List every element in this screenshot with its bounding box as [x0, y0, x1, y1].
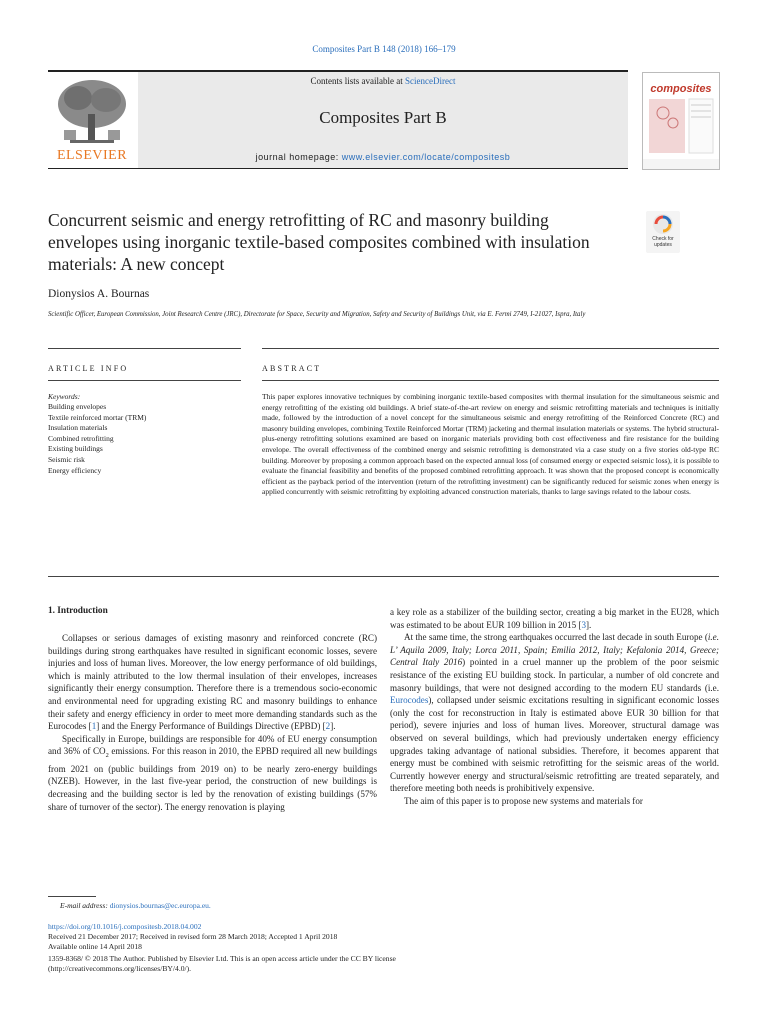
check-label-line2: updates: [654, 242, 672, 248]
intro-paragraph-3: [390, 631, 719, 795]
keyword-item: Energy efficiency: [48, 465, 102, 475]
journal-reference-link[interactable]: Composites Part B 148 (2018) 166–179: [312, 44, 456, 54]
homepage-prefix: journal homepage:: [255, 152, 339, 162]
journal-cover-title: composites: [650, 83, 712, 95]
co2-subscript: 2: [105, 752, 109, 760]
abstract-heading: ABSTRACT: [262, 364, 322, 373]
keywords-label: Keywords:: [48, 392, 81, 401]
body-column-right: [390, 606, 719, 808]
intro-text-segment: ), collapsed under seismic excitations resulting in significant economic losses (only the cost for reconstruction in Italy is estimated above EUR 30 billion for that period), severe injuries and loss of human lives. Moreover, structural damage was observed on several buildings, which had previously undertaken energy efficiency upgrades taking advantage of national subsidies. Therefore, it becomes apparent that energy must be combined with seismic retrofitting for the seismic areas of the world. Currently however energy and structural/seismic retrofitting are treated separately, and therefore meeting both needs is prohibitively expensive.: [390, 695, 719, 794]
abstract-top-rule: [262, 348, 719, 349]
keyword-item: Combined retrofitting: [48, 433, 114, 443]
intro-text-segment: emissions. For this reason in 2010, the EPBD required all new buildings from 2021 on (public buildings from 2019 on) to be nearly zero-energy buildings (NZEB). However, in the last five-year period, the construction of new buildings is decreasing and the building sector is led by the renovation of existing buildings (57% share of turnover of the sector). The energy renovation is playing: [48, 746, 378, 812]
author-name: Dionysios A. Bournas: [48, 288, 150, 300]
earthquake-list-italic: i.e. L’ Aquila 2009, Italy; Lorca 2011, Spain; Emilia 2012, Italy; Kefalonia 2014, Greece; Central Italy 2016: [390, 632, 719, 668]
footnote-email: [60, 901, 211, 910]
body-column-left: [48, 632, 377, 813]
eurocodes-link[interactable]: Eurocodes: [390, 695, 429, 706]
article-info-heading-rule: [48, 380, 241, 381]
reference-link-3[interactable]: 3: [581, 619, 587, 630]
keyword-item: Seismic risk: [48, 454, 85, 464]
contents-prefix: Contents lists available at: [310, 76, 403, 86]
section-heading-introduction: 1. Introduction: [48, 606, 108, 616]
article-info-top-rule: [48, 348, 241, 349]
journal-homepage-line: [138, 152, 628, 162]
license-url[interactable]: (http://creativecommons.org/licenses/BY/4.0/).: [48, 964, 192, 973]
doi-link[interactable]: https://doi.org/10.1016/j.compositesb.2018.04.002: [48, 922, 202, 931]
intro-paragraph-2: [48, 733, 377, 813]
keyword-item: Insulation materials: [48, 423, 108, 433]
author-email-link[interactable]: dionysios.bournas@ec.europa.eu.: [109, 901, 211, 910]
article-info-heading: ARTICLE INFO: [48, 364, 129, 373]
keyword-item: Existing buildings: [48, 444, 103, 454]
check-for-updates-label: [644, 236, 682, 248]
license-statement: 1359-8368/ © 2018 The Author. Published by Elsevier Ltd. This is an open access article under the CC BY license: [48, 954, 396, 963]
check-label-line1: Check for: [652, 236, 674, 242]
received-dates: Received 21 December 2017; Received in revised form 28 March 2018; Accepted 1 April 2018: [48, 932, 338, 941]
intro-text-segment: Collapses or serious damages of existing masonry and reinforced concrete (RC) buildings during strong earthquakes have resulted in significant economic losses, severe injuries and loss of human lives. Moreover, the low energy performance of old buildings, which is mainly attributed to the low thermal insulation of their envelopes, increases significantly their energy consumption. Therefore there is a tremendous socio-economic and environmental need for upgrading existing RC and masonry buildings to enhance their safety and energy efficiency in order to meet more demanding standards such as the Eurocodes: [48, 633, 377, 732]
intro-text-segment: At the same time, the strong earthquakes occurred the last decade in south Europe (: [404, 632, 708, 643]
elsevier-wordmark: ELSEVIER: [56, 148, 128, 163]
abstract-bottom-rule: [48, 576, 719, 577]
available-online-date: Available online 14 April 2018: [48, 942, 142, 951]
author-affiliation: Scientific Officer, European Commission, Joint Research Centre (JRC), Directorate for Space, Security and Migration, Safety and Security of Buildings Unit, via E. Fermi 2749, I-21027, Ispra, Italy: [48, 311, 586, 318]
contents-available-line: [138, 76, 628, 86]
abstract-heading-rule: [262, 380, 719, 381]
intro-text-segment: Specifically in Europe, buildings are responsible for 40% of EU energy consumption and 36% of CO: [48, 733, 377, 757]
intro-text-segment: and the Energy Performance of Buildings Directive (EPBD): [101, 721, 321, 732]
intro-text-segment: ) pointed in a cruel manner up the problem of the poor seismic resistance of the existing EU building stock. In particular, a number of old concrete and masonry buildings, that were not designed according to the modern EU standards (i.e.: [390, 657, 720, 693]
intro-paragraph-4: The aim of this paper is to propose new systems and materials for: [404, 795, 643, 806]
sciencedirect-link[interactable]: ScienceDirect: [405, 76, 456, 86]
abstract-text: This paper explores innovative techniques by combining inorganic textile-based composites with thermal insulation for the simultaneous seismic and energy retrofitting of the existing old buildings. A brief state-of-the-art review on energy and seismic retrofitting materials and techniques is initially made, followed by the introduction of a novel concept for the simultaneous seismic and energy retrofitting of the Reinforced Concrete (RC) and masonry building envelopes, combining Textile Reinforced Mortar (TRM) jacketing and thermal insulation materials or systems. The hybrid structural-plus-energy retrofitting solutions examined are based on inorganic materials providing both cost effectiveness and fire resistance for the building envelope. The overall effectiveness of the combined energy and seismic retrofitting is demonstrated via a case study on a five stories old-type RC building. Moreover by proposing a common approach based on the expected annual loss (of consumed energy or expected seismic loss), it is possible to evaluate the financial feasibility and benefits of the proposed combined retrofitting approach. It was shown that the proposed concept is economically efficient as the payback period of the intervention (return of the retrofitting investment) can be significantly reduced for seismic zones when energy is applied concurrently with seismic retrofitting by exploiting advanced construction materials, thanks to large savings related to the labour costs.: [262, 392, 719, 497]
intro-text-segment: a key role as a stabilizer of the building sector, creating a big market in the EU28, which was estimated to be about EUR 109 billion in 2015: [390, 607, 719, 630]
reference-link-1[interactable]: 1: [91, 721, 97, 732]
intro-paragraph-1: Collapses or serious damages of existing masonry and reinforced concrete (RC) buildings during strong earthquakes have resulted in significant economic losses, severe injuries and loss of human lives. Moreover, the low energy performance of old buildings, which is mainly attributed to the low thermal insulation of their envelopes, increases significantly their energy consumption. Therefore there is a tremendous socio-economic and environmental need for upgrading existing RC and masonry buildings to enhance their safety and energy efficiency in order to meet more demanding standards such as the Eurocodes [1] and the Energy Performance of Buildings Directive (EPBD) [2].: [48, 633, 377, 732]
homepage-link[interactable]: www.elsevier.com/locate/compositesb: [341, 152, 511, 162]
reference-link-2[interactable]: 2: [325, 721, 331, 732]
intro-paragraph-continued: a key role as a stabilizer of the building sector, creating a big market in the EU28, which was estimated to be about EUR 109 billion in 2015 [3].: [390, 607, 719, 630]
journal-name: Composites Part B: [319, 108, 447, 127]
keywords-list: [48, 402, 146, 476]
keyword-item: Textile reinforced mortar (TRM): [48, 412, 147, 422]
keyword-item: Building envelopes: [48, 402, 107, 411]
article-title: Concurrent seismic and energy retrofitting of RC and masonry building envelopes using inorganic textile-based composites combined with insulation materials: A new concept: [48, 210, 590, 274]
footnote-rule: [48, 896, 96, 897]
email-label: E-mail address:: [60, 901, 108, 910]
